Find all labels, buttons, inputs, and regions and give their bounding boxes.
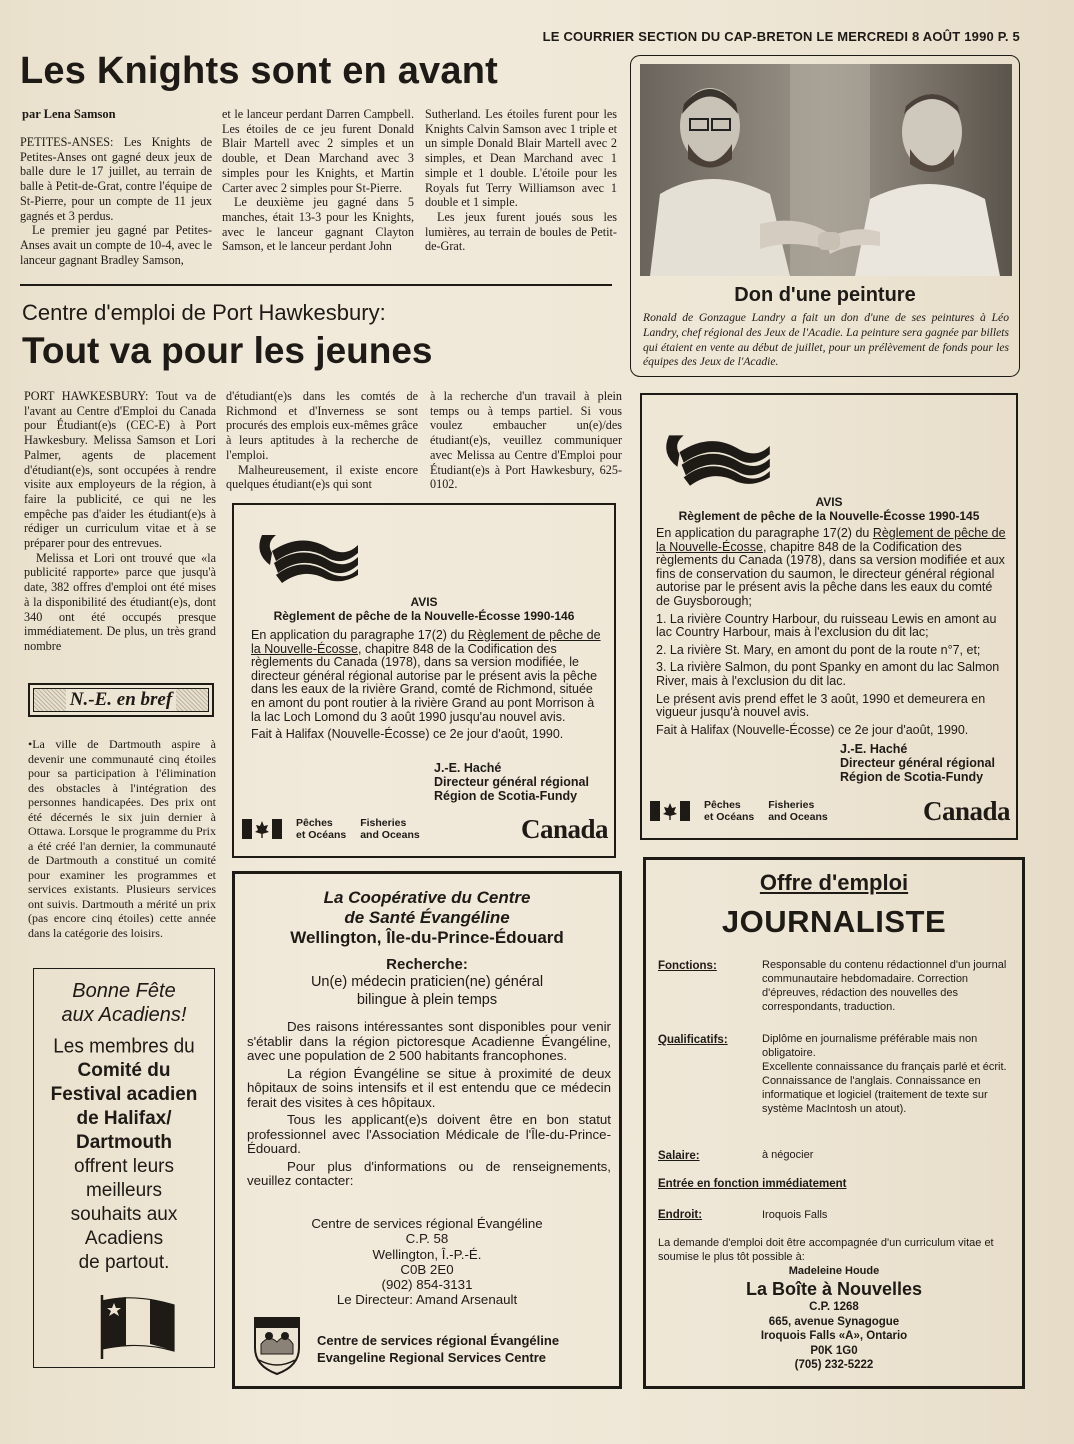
job-value: Responsable du contenu rédactionnel d'un journal communautaire hebdomadaire. Correction d'épreuves, rédaction des nouvelles des correspondants, traduction. [762,959,1007,1013]
avis-item: 2. La rivière St. Mary, en amont du pont de la route n°7, et; [656,642,981,657]
signature-name: J.-E. Haché [434,761,502,775]
avis-title: Règlement de pêche de la Nouvelle-Écosse 1990-146 [273,609,575,623]
centre-seal-icon [251,1314,303,1378]
emploi-paragraph: d'étudiant(e)s dans les comtés de Richmond et d'Inverness se sont procurés des emplois eux-mêmes grâce à leurs aptitudes à la recherche de l'emploi. [226,389,418,462]
fete-line: de Halifax/ [76,1108,172,1129]
emploi-paragraph: PORT HAWKESBURY: Tout va de l'avant au Centre d'Emploi du Canada pour Étudiant(e)s (CEC-E) à Port Hawkesbury. Melissa Samson et Lori Palmer, agents de placement d'étudiant(e)s, sont occupées à rendre visite aux employeurs de la région, à faire la publicité, ce qui ne les empêche pas d'aider les étudiant(e)s à rédiger un curriculum vitae et à se préparer pour des entrevues. [24,389,216,551]
address-line: Centre de services régional Évangéline [311,1216,543,1231]
fete-line: aux Acadiens! [61,1004,187,1026]
coop-body [247,1020,611,1189]
coop-position: bilingue à plein temps [356,992,498,1008]
knights-paragraph: et le lanceur perdant Darren Campbell. Les étoiles de ce jeu furent Donald Blair Martell avec 2 simples et un double, et Dean Marchand avec 3 simples pour les Knights, et Martin Carter avec 2 simples pour St-Pierre. [222,107,414,195]
address-line: (902) 854-3131 [381,1277,473,1293]
photo-title: Don d'une peinture [734,284,916,306]
knights-headline: Les Knights sont en avant [20,50,498,92]
contact-line: (705) 232-5222 [794,1359,874,1371]
page-header: LE COURRIER SECTION DU CAP-BRETON LE MERCREDI 8 AOÛT 1990 P. 5 [542,29,1020,44]
fete-line: Acadiens [84,1228,164,1249]
coop-paragraph: Pour plus d'informations ou de renseignements, veuillez contacter: [247,1158,611,1188]
dept-en-line: Fisheries [360,817,407,829]
job-label: Qualificatifs: [658,1034,728,1046]
footer-line-en: Evangeline Regional Services Centre [317,1350,547,1365]
avis-body [251,629,603,742]
fete-line: meilleurs [85,1180,163,1201]
avis-text: Fait à Halifax (Nouvelle-Écosse) ce 2e jour d'août, 1990. [251,727,564,742]
avis-text: Le présent avis prend effet le 3 août, 1990 et demeurera en vigueur jusqu'à nouvel avis. [656,691,986,720]
fete-line: Comité du [77,1060,171,1081]
coop-position: Un(e) médecin praticien(ne) général [310,974,544,990]
knights-paragraph: Le premier jeu gagné par Petites-Anses avait un compte de 10-4, avec le lanceur gagnant Bradley Samson, [20,223,212,267]
avis-text: Fait à Halifax (Nouvelle-Écosse) ce 2e jour d'août, 1990. [656,722,969,737]
fete-line: Bonne Fête [72,980,176,1002]
job-label: Fonctions: [658,960,717,972]
knights-paragraph: PETITES-ANSES: Les Knights de Petites-Anses ont gagné deux jeux de balle dure le 17 juillet, au terrain de balle à Petit-de-Grat, contre l'équipe de St-Pierre, pour un compte de 11 jeux gagnés et 3 perdus. [20,135,212,223]
contact-line: Iroquois Falls «A», Ontario [760,1330,908,1342]
dept-fr [704,799,754,823]
dept-en-line: and Oceans [768,811,828,823]
coop-paragraph: Tous les applicant(e)s doivent être en bon statut professionnel avec l'Association Médicale de l'Île-du-Prince-Édouard. [247,1112,611,1156]
knights-paragraph: Sutherland. Les étoiles furent pour les Knights Calvin Samson avec 1 triple et un simple Donald Blair Martell avec 2 simples, et Dean Marchand avec 1 simple et 1 double. L'étoile pour les Royals fut Terry Williamson avec 1 double et 1 simple. [425,107,617,210]
emploi-col-3 [430,389,622,492]
fete-line: offrent leurs [74,1156,174,1177]
dept-en-line: and Oceans [360,829,420,841]
fete-line: de partout. [78,1252,170,1273]
job-value [762,1032,1014,1116]
address-line: C0B 2E0 [400,1261,454,1277]
avis-signature [434,761,589,803]
avis-label: AVIS [410,595,438,609]
coop-address [235,1216,619,1308]
contact-name: Madeleine Houde [788,1265,880,1277]
emploi-col-1 [24,389,216,654]
dept-en [768,799,828,823]
knights-col-3 [425,107,617,254]
canada-wordmark: Canada [520,814,608,844]
coop-title-3: Wellington, Île-du-Prince-Édouard [290,928,564,947]
coop-ad-box [232,871,622,1389]
brief-title: N.-E. en bref [66,689,176,711]
dept-fr-line: et Océans [296,829,347,841]
job-value-line: Excellente connaissance du français parlé et écrit. Connaissance de l'anglais. Connaissance en informatique et logiciel (traitement de texte sur système MacIntosh un atout). [762,1061,1007,1115]
avis-text: En application du paragraphe 17(2) du [656,526,873,540]
avis-text: , chapitre 848 de la Codification des règlements du Canada (1978), dans sa version modifiée, le directeur général régional autorise par le présent avis la pêche dans les eaux de la rivière Grand, comté de Richmond, située en amont du pont routier à la rivière Grand au pont Morrison à la lac Loch Lomond du 3 août 1990 jusqu'au nouvel avis. [251,641,598,724]
knights-paragraph: Les jeux furent joués sous les lumières, au terrain de boules de Petit-de-Grat. [425,209,617,254]
emploi-kicker: Centre d'emploi de Port Hawkesbury: [22,300,386,325]
job-label: Entrée en fonction immédiatement [658,1178,847,1190]
signature-title: Directeur général régional [434,775,589,789]
regulation-link: Règlement de pêche de la Nouvelle-Écosse [656,526,1006,554]
avis-label: AVIS [815,495,843,509]
emploi-paragraph: Malheureusement, il existe encore quelques étudiant(e)s qui sont [226,462,418,492]
job-value: à négocier [762,1149,814,1161]
photo-box [630,55,1020,377]
knights-col-1 [20,135,212,267]
emploi-paragraph: Melissa et Lori ont trouvé que «la publicité rapporte» parce que jusqu'à date, 382 offres d'emploi ont été mises à la disponibilité des étudiant(e)s, dont 340 ont été occupés presque immédiatement. De plus, un très grand nombre [24,550,216,653]
address-line: Le Directeur: Amand Arsenault [336,1292,518,1308]
coop-footer [317,1332,559,1366]
dept-fr-line: et Océans [704,811,755,823]
regulation-link: Règlement de pêche de la Nouvelle-Écosse [251,628,601,656]
brief-banner [28,683,214,717]
canada-flag-icon [650,801,690,821]
avis-signature [840,742,995,784]
brief-text: •La ville de Dartmouth aspire à devenir une communauté cinq étoiles pour sa participation à l'élimination des obstacles à l'intégration des personnes handicapées. Des prix ont été décernés le six juin dernier à Ottawa. Lorsque le programme du Prix a été créé l'an dernier, la communauté de Dartmouth a constitué un comité pour examiner les programmes et services existants. Plusieurs services ont suivis. Dartmouth a mérité un prix (pas encore cinq étoiles) cette année dans la catégorie des loisirs. [28,737,216,940]
address-line: Wellington, Î.-P.-É. [372,1246,482,1262]
fete-line: Dartmouth [75,1132,173,1153]
avis-title: Règlement de pêche de la Nouvelle-Écosse 1990-145 [678,509,980,523]
dept-fr-line: Pêches [704,799,741,811]
signature-region: Région de Scotia-Fundy [840,770,984,784]
job-contact [646,1264,1022,1373]
contact-line: C.P. 1268 [809,1301,859,1313]
handshake-photo [640,64,1012,276]
job-value: Iroquois Falls [762,1209,828,1221]
avis-text: , chapitre 848 de la Codification des règlements du Canada (1978), dans sa version modifiée et aux fins de conservation du saumon, le directeur général régional autorise par le présent avis la pêche dans les eaux du comté de Guysborough; [656,539,1005,608]
signature-name: J.-E. Haché [840,742,908,756]
dept-en-line: Fisheries [768,799,815,811]
knights-col-2 [222,107,414,254]
gov-canada-signature [242,814,608,844]
photo-caption: Ronald de Gonzague Landry a fait un don d'une de ses peintures à Léo Landry, chef régional des Jeux de l'Acadie. La peinture sera gagnée par billets qui étaient en vente au début de juillet, pour un prélèvement de fonds pour les équipes des Jeux de l'Acadie. [643,311,1009,369]
knights-paragraph: Le deuxième jeu gagné dans 5 manches, était 13-3 pour les Knights, avec le lanceur gagnant Clayton Samson, et le lanceur perdant John [222,195,414,254]
emploi-col-2 [226,389,418,492]
job-title-2: JOURNALISTE [721,904,947,939]
fisheries-wave-logo-icon [242,513,362,583]
divider [20,284,612,286]
gov-canada-signature [650,796,1010,826]
emploi-headline: Tout va pour les jeunes [22,330,433,371]
emploi-paragraph: à la recherche d'un travail à plein temps ou à temps partiel. Si vous voulez embaucher un(e)/des étudiant(e)s, veuillez communiquer avec Melissa au Centre d'Emploi pour Étudiant(e)s à Port Hawkesbury, 625-0102. [430,389,622,492]
dept-fr [296,817,346,841]
job-value-line: Diplôme en journalisme préférable mais non obligatoire. [762,1033,978,1059]
signature-region: Région de Scotia-Fundy [434,789,578,803]
dept-fr-line: Pêches [296,817,333,829]
contact-line: 665, avenue Synagogue [768,1315,900,1328]
job-label: Endroit: [658,1209,703,1221]
canada-flag-icon [242,819,282,839]
avis-body [656,527,1008,737]
job-apply-text: La demande d'emploi doit être accompagnée d'un curriculum vitae et soumise le plus tôt possible à: [658,1237,994,1263]
job-label: Salaire: [658,1150,700,1162]
fete-line: souhaits aux [70,1204,178,1225]
job-title-1: Offre d'emploi [759,870,909,895]
address-line: C.P. 58 [405,1231,449,1247]
brief-banner-inner [33,688,209,712]
knights-byline: par Lena Samson [22,107,116,121]
job-ad-box [643,857,1025,1389]
fisheries-wave-logo-icon [648,409,774,489]
fete-line: Festival acadien [50,1084,198,1105]
contact-line: P0K 1G0 [810,1344,858,1357]
avis-item: 3. La rivière Salmon, du pont Spanky en amont du lac Salmon River, mais à l'exclusion du dit lac. [656,660,1000,688]
signature-title: Directeur général régional [840,756,995,770]
fete-box [33,968,215,1368]
dept-en [360,817,420,841]
avis-text: En application du paragraphe 17(2) du [251,628,468,642]
footer-line-fr: Centre de services régional Évangéline [317,1333,560,1348]
coop-paragraph: La région Évangéline se situe à proximité de deux hôpitaux de soins intensifs et il est entendu que ce médecin ferait des visites à ces hôpitaux. [247,1065,611,1110]
coop-title-1: La Coopérative du Centre [323,888,531,907]
avis-145-box [640,393,1018,840]
contact-org: La Boîte à Nouvelles [745,1279,923,1299]
avis-146-box [232,503,616,858]
coop-title-2: de Santé Évangéline [344,908,510,927]
canada-wordmark: Canada [922,796,1010,826]
fete-line: Les membres du [53,1035,195,1058]
acadian-flag-icon [84,1291,180,1359]
coop-paragraph: Des raisons intéressantes sont disponibles pour venir s'établir dans la région pictoresque Acadienne Évangéline, avec une population de 2 500 habitants francophones. [247,1019,611,1063]
coop-recherche: Recherche: [386,956,468,973]
avis-item: 1. La rivière Country Harbour, du ruisseau Lewis en amont au lac Country Harbour, mais à l'exclusion du dit lac; [656,611,997,640]
